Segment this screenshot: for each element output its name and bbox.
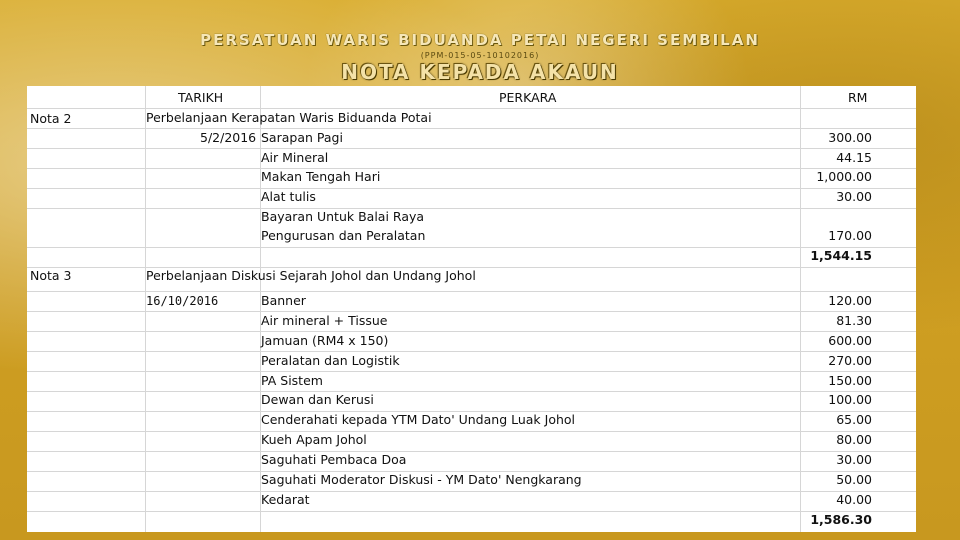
list-item: Sarapan Pagi xyxy=(261,130,343,145)
list-item: PA Sistem xyxy=(261,373,323,388)
amount-cell: 80.00 xyxy=(836,432,872,447)
list-item: Jamuan (RM4 x 150) xyxy=(261,333,389,348)
nota-3-label: Nota 3 xyxy=(30,268,72,283)
amount-cell: 270.00 xyxy=(828,353,872,368)
amount-cell: 44.15 xyxy=(836,150,872,165)
registration-number: (PPM-015-05-10102016) xyxy=(420,51,540,60)
list-item: Kueh Apam Johol xyxy=(261,432,367,447)
list-item: Saguhati Moderator Diskusi - YM Dato' Nengkarang xyxy=(261,472,582,487)
list-item: Banner xyxy=(261,293,306,308)
nota-2-total: 1,544.15 xyxy=(810,248,872,263)
document-title: NOTA KEPADA AKAUN xyxy=(341,60,619,84)
column-header-amount: RM xyxy=(848,90,868,105)
list-item: Pengurusan dan Peralatan xyxy=(261,228,426,243)
list-item: Air Mineral xyxy=(261,150,329,165)
list-item: Kedarat xyxy=(261,492,310,507)
list-item: Cenderahati kepada YTM Dato' Undang Luak Johol xyxy=(261,412,576,427)
list-item: Dewan dan Kerusi xyxy=(261,392,374,407)
amount-cell: 150.00 xyxy=(828,373,872,388)
nota-2-label: Nota 2 xyxy=(30,111,72,126)
column-header-item: PERKARA xyxy=(499,90,557,105)
amount-cell: 100.00 xyxy=(828,392,872,407)
amount-cell: 1,000.00 xyxy=(816,169,872,184)
column-header-date: TARIKH xyxy=(178,90,224,105)
amount-cell: 30.00 xyxy=(836,452,872,467)
nota-3-heading: Perbelanjaan Diskusi Sejarah Johol dan Undang Johol xyxy=(146,268,476,283)
amount-cell: 170.00 xyxy=(828,228,872,243)
amount-cell: 30.00 xyxy=(836,189,872,204)
nota-2-heading: Perbelanjaan Kerapatan Waris Biduanda Potai xyxy=(146,110,432,125)
nota-2-date: 5/2/2016 xyxy=(200,130,257,145)
amount-cell: 81.30 xyxy=(836,313,872,328)
nota-3-total: 1,586.30 xyxy=(810,512,872,527)
amount-cell: 40.00 xyxy=(836,492,872,507)
list-item: Saguhati Pembaca Doa xyxy=(261,452,407,467)
amount-cell: 120.00 xyxy=(828,293,872,308)
list-item: Alat tulis xyxy=(261,189,316,204)
amount-cell: 65.00 xyxy=(836,412,872,427)
list-item: Air mineral + Tissue xyxy=(261,313,388,328)
list-item: Peralatan dan Logistik xyxy=(261,353,400,368)
amount-cell: 300.00 xyxy=(828,130,872,145)
nota-3-date: 16/10/2016 xyxy=(146,294,219,308)
org-title: PERSATUAN WARIS BIDUANDA PETAI NEGERI SEMBILAN xyxy=(200,31,760,49)
list-item: Makan Tengah Hari xyxy=(261,169,381,184)
amount-cell xyxy=(760,207,872,227)
amount-cell: 50.00 xyxy=(836,472,872,487)
amount-cell: 600.00 xyxy=(828,333,872,348)
list-item: Bayaran Untuk Balai Raya xyxy=(261,209,425,224)
